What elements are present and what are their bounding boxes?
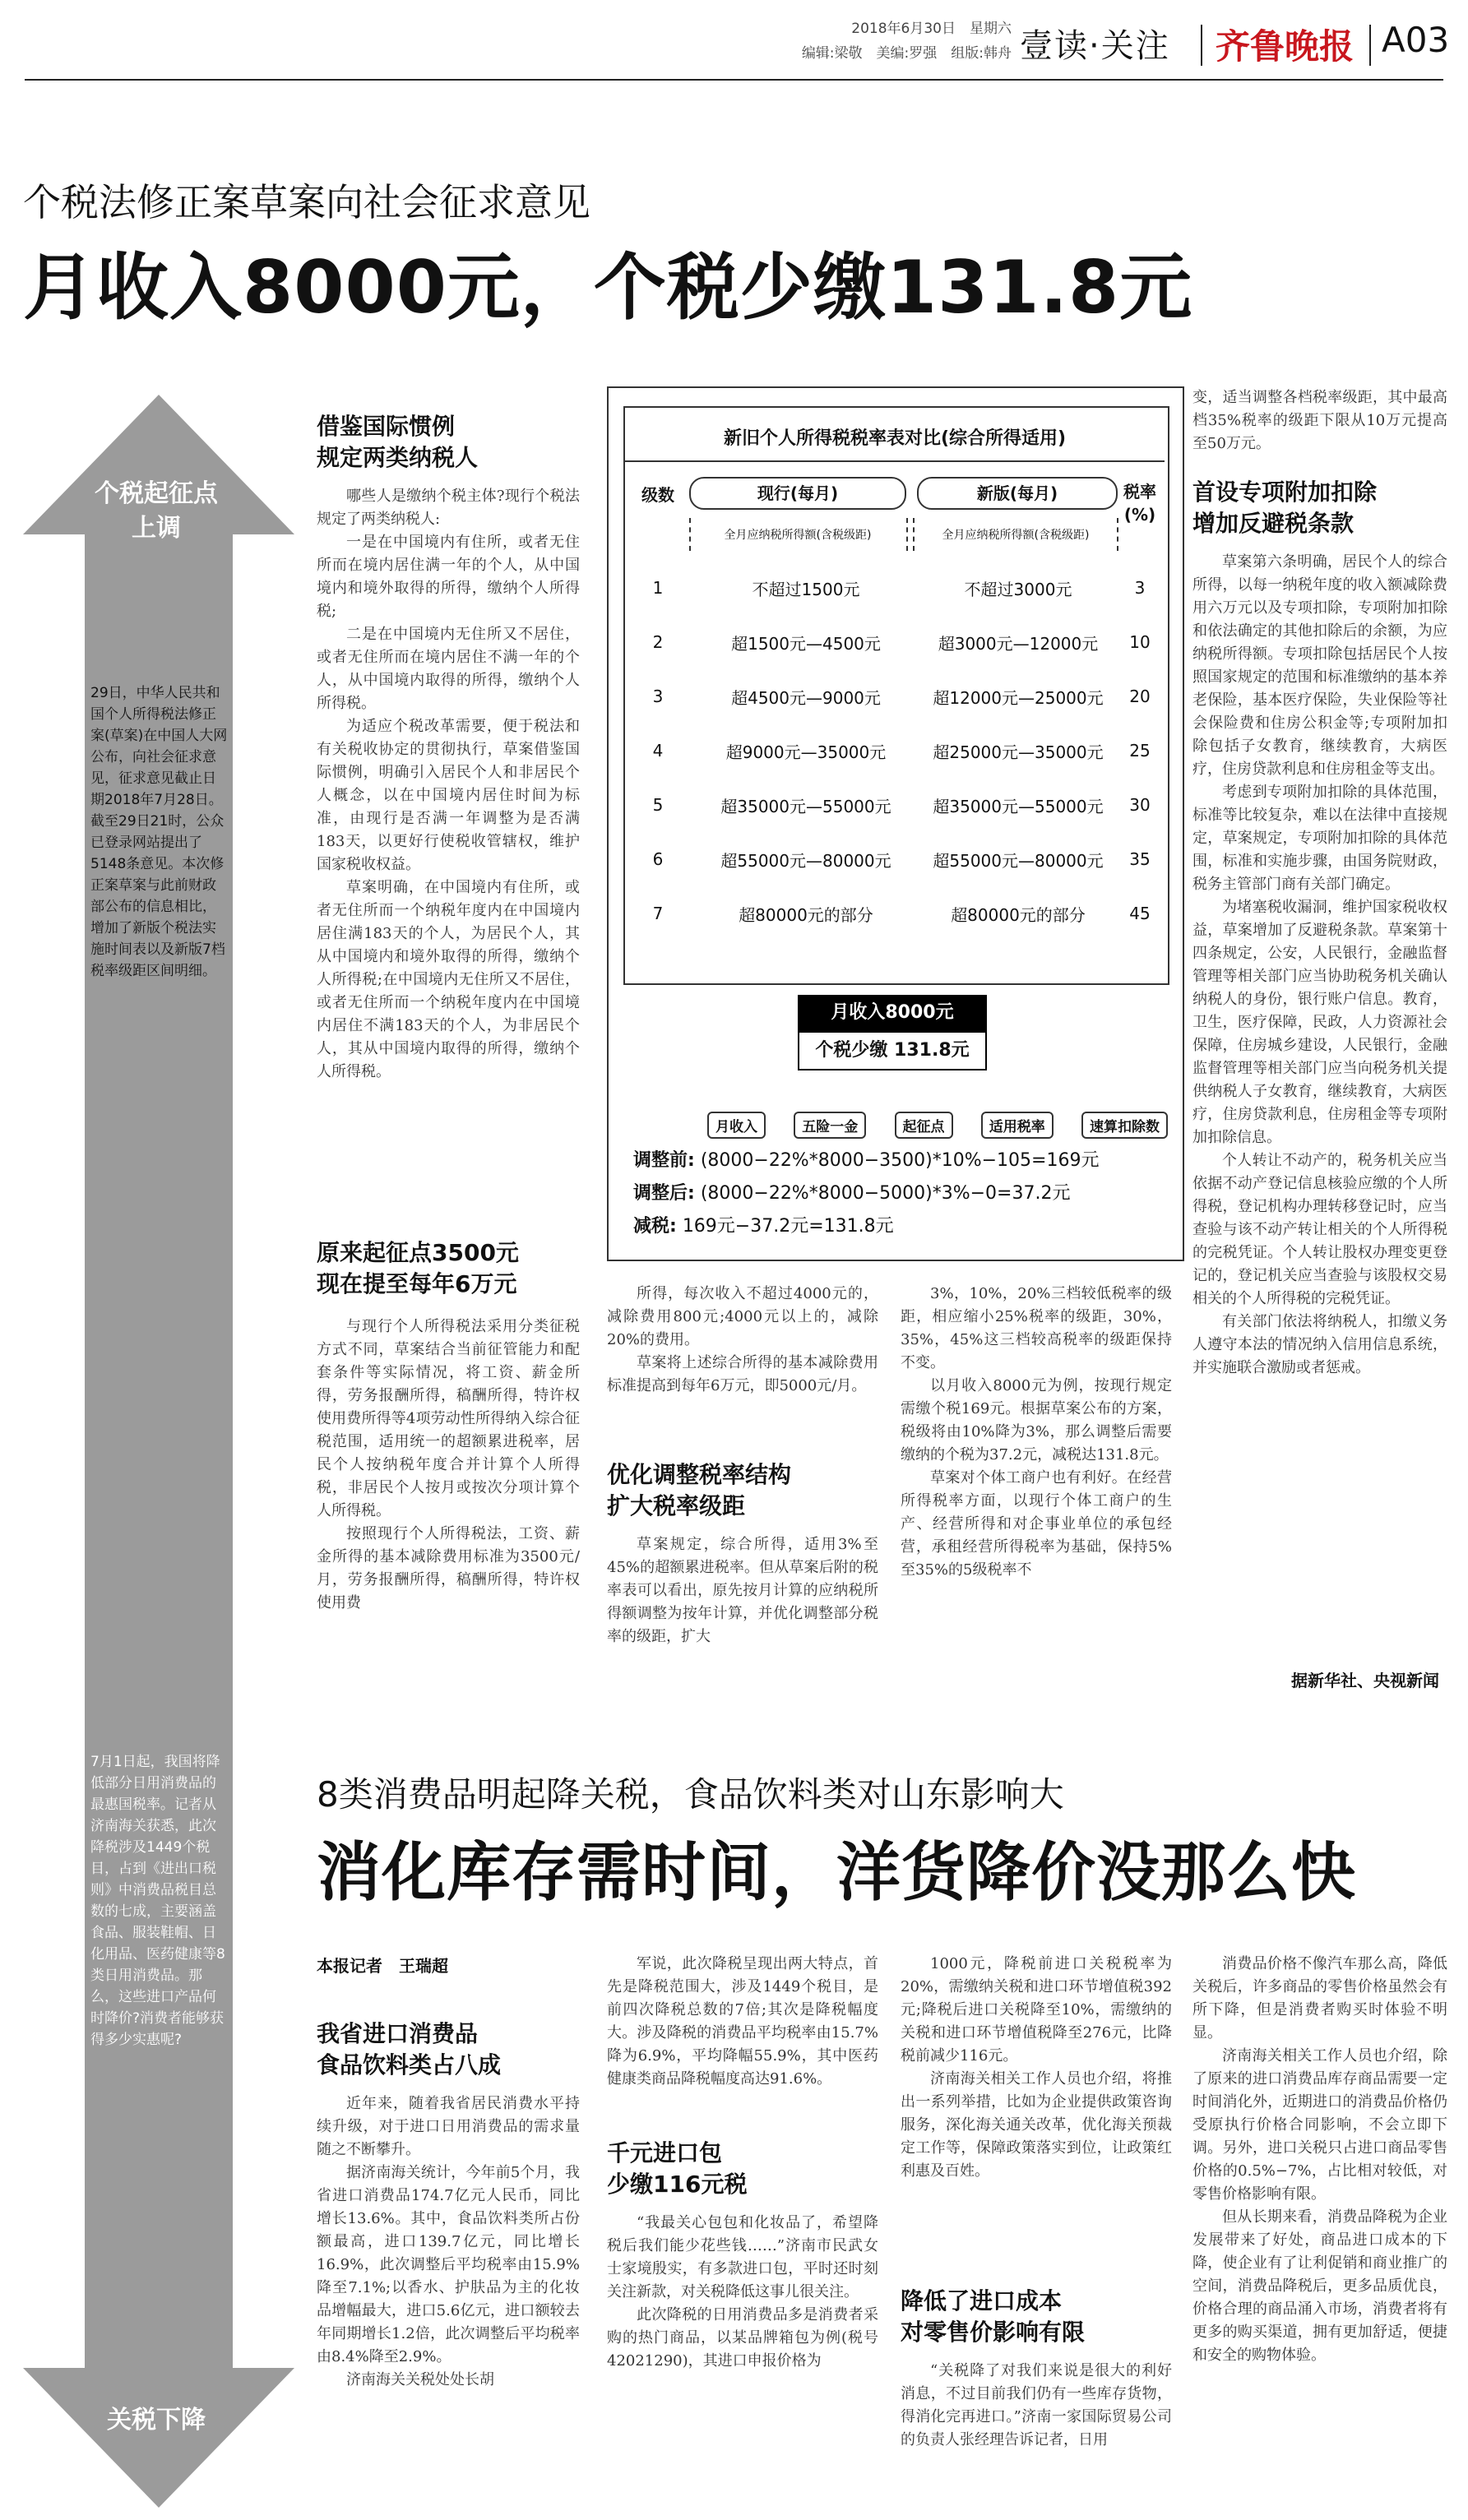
table-row: 3 超4500元—9000元 超12000元—25000元 20 (652, 687, 1151, 708)
table-row: 2 超1500元—4500元 超3000元—12000元 10 (652, 632, 1151, 654)
story1-subhead-1: 借鉴国际惯例 规定两类纳税人 (317, 413, 479, 471)
col-new-subheader: 全月应纳税所得额(含税级距) (942, 529, 1090, 542)
story1-kicker: 个税法修正案草案向社会征求意见 (23, 180, 590, 224)
calc-income-label: 月收入8000元 (798, 995, 987, 1031)
table-row: 6 超55000元—80000元 超55000元—80000元 35 (652, 849, 1151, 871)
story2-byline: 本报记者 王瑞超 (317, 1956, 448, 1976)
table-row: 4 超9000元—35000元 超25000元—35000元 25 (652, 741, 1151, 762)
tax-rate-infographic (607, 386, 1184, 1261)
story1-source: 据新华社、央视新闻 (1291, 1671, 1439, 1690)
story1-subhead-3: 优化调整税率结构 扩大税率级距 (607, 1461, 792, 1519)
section-slogan: 壹读·关注 (1020, 27, 1170, 65)
story2-col2: 军说，此次降税呈现出两大特点，首先是降税范围大，涉及1449个税目，是前四次降税总数的7倍;其次是降税幅度大。涉及降税的消费品平均税率由15.7%降为6.9%，平均降幅55.9%，其中医药健康类商品降税幅度高达91.6%。 (607, 1955, 878, 2088)
formula-reduce: 169元−37.2元=131.8元 (682, 1216, 894, 1237)
page-number: A03 (1382, 20, 1450, 60)
header-divider (1369, 25, 1371, 66)
chip-income: 月收入 (707, 1112, 766, 1139)
story2-subhead-3: 降低了进口成本 对零售价影响有限 (901, 2287, 1086, 2346)
chip-threshold: 起征点 (895, 1112, 953, 1139)
col-level-header: 级数 (641, 485, 674, 505)
story1-col3: 3%，10%，20%三档较低税率的级距，相应缩小25%税率的级距，30%，35%，45%这三档较高税率的级距保持不变。 以月收入8000元为例，按现行规定需缴个税169元。根据草案公布的方案，税级将由10%降为3%，那么调整后需要缴纳的个税为37.2元，减税达131.8元。 草案对个体工商户也有利好。在经营所得税率方面，以现行个体工商户的生产、经营所得和对企事业单位的承包经营，承租经营所得税率为基础，保持5%至35%的5级税率不 (901, 1285, 1172, 1579)
story1-subhead-4: 首设专项附加扣除 增加反避税条款 (1192, 479, 1378, 537)
formula-before: (8000−22%*8000−3500)*10%−105=169元 (700, 1150, 1100, 1171)
story2-subhead-2: 千元进口包 少缴116元税 (607, 2139, 748, 2198)
formula-block: 调整前: (8000−22%*8000−3500)*10%−105=169元 调整后: (8000−22%*8000−5000)*3%−0=37.2元 减税: 169元−37.2元=131.8元 (633, 1150, 1100, 1237)
calc-saving-label: 个税少缴 131.8元 (798, 1031, 987, 1070)
chip-insurance: 五险一金 (794, 1112, 866, 1139)
formula-legend (707, 1112, 1168, 1139)
table-row: 5 超35000元—55000元 超35000元—55000元 30 (652, 795, 1151, 816)
story2-headline: 消化库存需时间，洋货降价没那么快 (317, 1836, 1357, 1910)
story2-side-label: 关税下降 (107, 2406, 206, 2434)
story2-col4: 消费品价格不像汽车那么高，降低关税后，许多商品的零售价格虽然会有所下降，但是消费者购买时体验不明显。 济南海关相关工作人员也介绍，除了原来的进口消费品库存商品需要一定时间消化外，近期进口的消费品价格仍受原执行价格合同影响，不会立即下调。另外，进口关税只占进口商品零售价格的0.5%−7%，占比相对较低，对零售价格影响有限。 但从长期来看，消费品降税为企业发展带来了好处，商品进口成本的下降，使企业有了让利促销和商业推广的空间，消费品降税后，更多品质优良，价格合理的商品涌入市场，消费者将有更多的购买渠道，拥有更加舒适，便捷和安全的购物体验。 (1192, 1955, 1447, 2364)
up-arrow-banner (23, 395, 294, 1759)
story1-col2: 所得，每次收入不超过4000元的，减除费用800元;4000元以上的，减除20%的费用。 草案将上述综合所得的基本减除费用标准提高到每年6万元，即5000元/月。 (607, 1285, 878, 1394)
formula-after: (8000−22%*8000−5000)*3%−0=37.2元 (700, 1183, 1071, 1204)
issue-date: 2018年6月30日 星期六 (851, 21, 1012, 37)
story2-side-summary: 7月1日起，我国将降低部分日用消费品的最惠国税率。记者从济南海关获悉，此次降税涉及1449个税目，占到《进出口税则》中消费品税目总数的七成，主要涵盖食品、服装鞋帽、日化用品、医药健康等8类日用消费品。那么，这些进口产品何时降价?消费者能够获得多少实惠呢? (90, 1754, 225, 2048)
story1-side-summary: 29日，中华人民共和国个人所得税法修正案(草案)在中国人大网公布，向社会征求意见，征求意见截止日期2018年7月28日。截至29日21时，公众已登录网站提出了5148条意见。本次修正案草案与此前财政部公布的信息相比，增加了新版个税法实施时间表以及新版7档税率级距区间明细。 (90, 685, 228, 979)
story2-col3: 1000元，降税前进口关税税率为20%，需缴纳关税和进口环节增值税392元;降税后进口关税降至10%，需缴纳的关税和进口环节增值税降至276元，比降税前减少116元。 济南海关相关工作人员也介绍，将推出一系列举措，比如为企业提供政策咨询服务，深化海关通关改革，优化海关预裁定工作等，保障政策落实到位，让政策红利惠及百姓。 (901, 1955, 1172, 2180)
col-new-header: 新版(每月) (917, 477, 1118, 510)
col-rate-header: 税率 (%) (1123, 482, 1156, 525)
story2-subhead-1: 我省进口消费品 食品饮料类占八成 (317, 2020, 502, 2078)
newspaper-logo: 齐鲁晚报 (1216, 26, 1355, 67)
chip-deduction: 速算扣除数 (1081, 1112, 1168, 1139)
header-divider (1201, 25, 1202, 66)
table-row: 1 不超过1500元 不超过3000元 3 (652, 578, 1146, 599)
story1-subhead-2: 原来起征点3500元 现在提至每年6万元 (317, 1239, 519, 1297)
editor-credits: 编辑:梁敬 美编:罗强 组版:韩舟 (801, 45, 1012, 62)
story2-col1: 近年来，随着我省居民消费水平持续升级，对于进口日用消费品的需求量随之不断攀升。 据济南海关统计，今年前5个月，我省进口消费品174.7亿元人民币，同比增长13.6%。其中，食品饮料类所占份额最高，进口139.7亿元，同比增长16.9%，此次调整后平均税率由15.9%降至7.1%;以香水、护肤品为主的化妆品增幅最大，进口5.6亿元，进口额较去年同期增长1.2倍，此次调整后平均税率由8.4%降至2.9%。 济南海关关税处处长胡 (317, 2095, 580, 2388)
story1-col1: 哪些人是缴纳个税主体?现行个税法规定了两类纳税人: 一是在中国境内有住所，或者无住所而在境内居住满一年的个人，从中国境内和境外取得的所得，缴纳个人所得税; 二是在中国境内无住所又不居住，或者无住所而在境内居住不满一年的个人，从中国境内取得的所得，缴纳个人所得税。 为适应个税改革需要，便于税法和有关税收协定的贯彻执行，草案借鉴国际惯例，明确引入居民个人和非居民个人概念，以在中国境内居住时间为标准，由现行是否满一年调整为是否满183天，以更好行使税收管辖权，维护国家税收权益。 草案明确，在中国境内有住所，或者无住所而一个纳税年度内在中国境内居住满183天的个人，为居民个人，其从中国境内和境外取得的所得，缴纳个人所得税;在中国境内无住所又不居住，或者无住所而一个纳税年度内在中国境内居住不满183天的个人，为非居民个人，其从中国境内取得的所得，缴纳个人所得税。 (317, 488, 580, 1080)
story2-col3b: “关税降了对我们来说是很大的利好消息，不过目前我们仍有一些库存货物，得消化完再进口。”济南一家国际贸易公司的负责人张经理告诉记者，日用 (901, 2362, 1172, 2448)
story2-col2b: “我最关心包包和化妆品了，希望降税后我们能少花些钱……”济南市民武女士家境殷实，有多款进口包，平时还时刻关注新款，对关税降低这事儿很关注。 此次降税的日用消费品多是消费者采购的热门商品，以某品牌箱包为例(税号42021290)，其进口申报价格为 (607, 2214, 878, 2370)
header-rule (25, 79, 1443, 81)
tax-table-title: 新旧个人所得税税率表对比(综合所得适用) (723, 428, 1067, 449)
story1-headline: 月收入8000元，个税少缴131.8元 (23, 245, 1193, 330)
story1-col2b: 草案规定，综合所得，适用3%至45%的超额累进税率。但从草案后附的税率表可以看出，原先按月计算的应纳税所得额调整为按年计算，并优化调整部分税率的级距，扩大 (607, 1536, 878, 1645)
story1-side-label: 个税起征点 上调 (95, 479, 218, 543)
chip-rate: 适用税率 (981, 1112, 1054, 1139)
col-old-subheader: 全月应纳税所得额(含税级距) (724, 529, 872, 542)
col-old-header: 现行(每月) (689, 477, 906, 510)
story1-col1b: 与现行个人所得税法采用分类征税方式不同，草案结合当前征管能力和配套条件等实际情况，将工资、薪金所得，劳务报酬所得，稿酬所得，特许权使用费所得等4项劳动性所得纳入综合征税范围，适用统一的超额累进税率，居民个人按纳税年度合并计算个人所得税，非居民个人按月或按次分项计算个人所得税。 按照现行个人所得税法，工资、薪金所得的基本减除费用标准为3500元/月，劳务报酬所得，稿酬所得，特许权使用费 (317, 1318, 580, 1611)
tax-table-body (625, 561, 1165, 941)
story1-col4-top: 变，适当调整各档税率级距，其中最高档35%税率的级距下限从10万元提高至50万元。 (1192, 389, 1447, 452)
story1-col4: 草案第六条明确，居民个人的综合所得，以每一纳税年度的收入额减除费用六万元以及专项扣除，专项附加扣除和依法确定的其他扣除后的余额，为应纳税所得额。专项扣除包括居民个人按照国家规定的范围和标准缴纳的基本养老保险，基本医疗保险，失业保险等社会保险费和住房公积金等;专项附加扣除包括子女教育，继续教育，大病医疗，住房贷款利息和住房租金等支出。 考虑到专项附加扣除的具体范围，标准等比较复杂，难以在法律中直接规定，草案规定，专项附加扣除的具体范围，标准和实施步骤，由国务院财政，税务主管部门商有关部门确定。 为堵塞税收漏洞，维护国家税收权益，草案增加了反避税条款。草案第十四条规定，公安，人民银行，金融监督管理等相关部门应当协助税务机关确认纳税人的身份，银行账户信息。教育，卫生，医疗保障，民政，人力资源社会保障，住房城乡建设，人民银行，金融监督管理等相关部门应当向税务机关提供纳税人子女教育，继续教育，大病医疗，住房贷款利息，住房租金等专项附加扣除信息。 个人转让不动产的，税务机关应当依据不动产登记信息核验应缴的个人所得税，登记机构办理转移登记时，应当查验与该不动产转让相关的个人所得税的完税凭证。个人转让股权办理变更登记的，登记机关应当查验与该股权交易相关的个人所得税的完税凭证。 有关部门依法将纳税人，扣缴义务人遵守本法的情况纳入信用信息系统，并实施联合激励或者惩戒。 (1192, 553, 1447, 1376)
story2-kicker: 8类消费品明起降关税，食品饮料类对山东影响大 (317, 1774, 1064, 1815)
table-row: 7 超80000元的部分 超80000元的部分 45 (652, 904, 1151, 925)
